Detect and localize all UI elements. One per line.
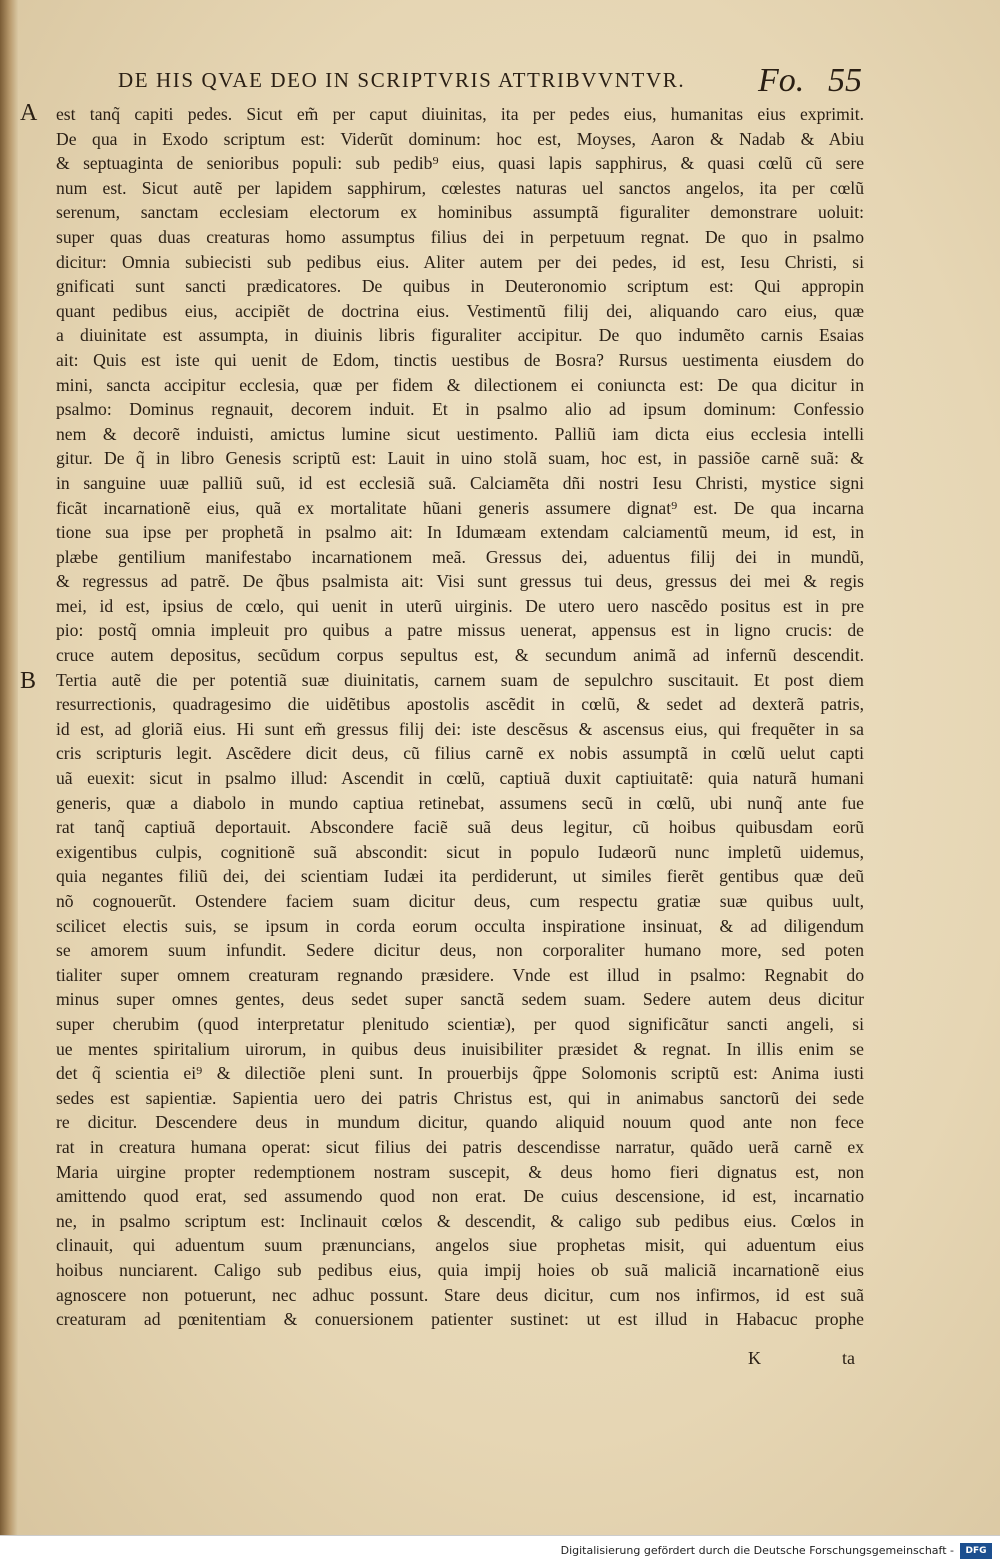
text-line: gnificati sunt sancti prædicatores. De quibus in Deuteronomio scriptum est: Qui appropin: [56, 276, 864, 297]
text-line: mini, sancta accipitur ecclesia, quæ per fidem & dilectionem ei coniuncta est: De qua dicitur in: [56, 374, 864, 395]
book-page: [18, 0, 1000, 1566]
book-spine: [0, 0, 18, 1566]
text-line: ait: Quis est iste qui uenit de Edom, tinctis uestibus de Bosra? Rursus uestimenta eiusdem do: [56, 349, 864, 370]
text-line: generis, quæ a diabolo in mundo captiua retinebat, assumens secũ in cœlũ, ubi nunq̃ ante fue: [56, 792, 864, 813]
catchword: ta: [842, 1348, 855, 1368]
text-line: det q̃ scientia ei⁹ & dilectiõe pleni sunt. In prouerbijs q̃ppe Solomonis scriptũ est: Anima iusti: [56, 1063, 864, 1084]
text-line: nõ cognouerũt. Ostendere faciem suam dicitur deus, cum respectu gratiæ suæ quibus uult,: [56, 891, 864, 911]
text-line: resurrectionis, quadragesimo die uidẽtibus apostolis ascẽdit in cœlũ, & sedet ad dexterã patris,: [56, 694, 864, 715]
text-line: uã euexit: sicut in psalmo illud: Ascendit in cœlũ, captiuã duxit captiuitatẽ: quia naturã humani: [56, 768, 864, 789]
text-line: & regressus ad patrẽ. De q̃bus psalmista ait: Visi sunt gressus tui deus, gressus dei mei & regis: [56, 571, 864, 592]
page-header: [118, 62, 878, 102]
text-line: re dicitur. Descendere deus in mundum dicitur, quando aliquid nouum quod ante non fece: [56, 1112, 864, 1133]
text-line: Maria uirgine propter redemptionem nostram suscepit, & deus homo fieri dignatus est, non: [56, 1161, 864, 1182]
text-line: amittendo quod erat, sed assumendo quod non erat. De cuius descensione, id est, incarnatio: [56, 1186, 864, 1207]
text-line: quant pedibus eius, accipiẽt de doctrina eius. Vestimentũ filij dei, aliquando caro eius, quæ: [56, 300, 864, 321]
text-line: De qua in Exodo scriptum est: Viderũt dominum: hoc est, Moyses, Aaron & Nadab & Abiu: [56, 128, 864, 149]
page-footer: [748, 1348, 868, 1372]
folio-label: Fo.: [758, 62, 805, 99]
text-line: plæbe gentilium manifestabo incarnationem meã. Gressus dei, aduentus filij dei in mundũ,: [56, 546, 864, 567]
text-line: in sanguine uuæ palliũ suũ, id est ecclesiã suã. Calciamẽta dñi nostri Iesu Christi, mystice signi: [56, 472, 864, 493]
text-line: cris scripturis legit. Ascẽdere dicit deus, cũ filius carnẽ ex nobis assumptã in cœlũ uelut capti: [56, 743, 864, 764]
text-line: nem & decorẽ induisti, amictus lumine sicut uestimento. Palliũ iam dicta eius ecclesia intelli: [56, 423, 864, 444]
margin-letter-a: A: [20, 100, 38, 126]
text-line: quia negantes filiũ dei, dei scientiam Iudæi ita perdiderunt, ut similes fierẽt gentibus quæ deũ: [56, 866, 864, 887]
text-line: rat in creatura humana operat: sicut filius dei patris descendisse narratur, quãdo uerã carnẽ ex: [56, 1136, 864, 1157]
text-line: psalmo: Dominus regnauit, decorem induit. Et in psalmo alio ad ipsum dominum: Confessio: [56, 399, 864, 420]
text-line: tione sua ipse per prophetã in psalmo ait: In Idumæam extendam calciamentũ meum, id est, in: [56, 522, 864, 543]
text-line: id est, ad gloriã eius. Hi sunt em̃ gressus filij dei: iste descẽsus & ascensus eius, qui frequẽter in sa: [56, 718, 864, 739]
text-line: serenum, sanctam ecclesiam electorum ex hominibus assumptã figuraliter demonstrare uoluit:: [56, 202, 864, 223]
text-line: se amorem suum infundit. Sedere dicitur deus, non corporaliter humano more, sed poten: [56, 940, 864, 961]
text-line: gitur. De q̃ in libro Genesis scriptũ est: Lauit in uino stolã suam, hoc est, in passiõe carnẽ suã: &: [56, 448, 864, 469]
folio-number: 55: [828, 62, 862, 99]
body-text: [56, 102, 864, 1332]
text-line: & septuaginta de senioribus populi: sub pedib⁹ eius, quasi lapis sapphirus, & quasi cœlũ cũ sere: [56, 153, 864, 174]
running-title: DE HIS QVAE DEO IN SCRIPTVRIS ATTRIBVVNTVR.: [118, 68, 686, 92]
text-line: tialiter super omnem creaturam regnando præsidere. Vnde est illud in psalmo: Regnabit do: [56, 964, 864, 985]
text-line: Tertia autẽ die per potentiã suæ diuinitatis, carnem suam de sepulchro suscitauit. Et post diem: [56, 669, 864, 690]
text-line: mei, id est, ipsius de cœlo, qui uenit in uterũ uirginis. De utero uero nascẽdo positus est in pre: [56, 595, 864, 616]
text-line: cruce autem depositus, secũdum corpus sepultus est, & secundum animã ad infernũ descendit.: [56, 645, 864, 666]
text-line: sedes est sapientiæ. Sapientia uero dei patris Christus est, qui in animabus sanctorũ dei sede: [56, 1087, 864, 1108]
margin-letter-b: B: [20, 668, 37, 694]
text-line: ficãt incarnationẽ eius, quã ex mortalitate hũani generis assumere dignat⁹ est. De qua incarna: [56, 497, 864, 518]
text-line: hoibus nunciarent. Caligo sub pedibus eius, quia impij hoies ob suã maliciã incarnationẽ eius: [56, 1259, 864, 1280]
dfg-footer-bar: [0, 1535, 1000, 1566]
text-line: dicitur: Omnia subiecisti sub pedibus eius. Aliter autem per dei pedes, id est, Iesu Christi, si: [56, 251, 864, 272]
text-line: rat tanq̃ captiuã deportauit. Abscondere faciẽ suã deus legitur, cũ hoibus quibusdam eorũ: [56, 817, 864, 838]
text-line: agnoscere non potuerunt, nec adhuc possunt. Stare deus dicitur, cum nos infirmos, id est suã: [56, 1284, 864, 1305]
text-line: pio: postq̃ omnia impleuit pro quibus a patre missus uenerat, appensus est in ligno crucis: de: [56, 620, 864, 641]
text-line: super quas duas creaturas homo assumptus filius dei in perpetuum regnat. De quo in psalmo: [56, 226, 864, 247]
dfg-credit-text: Digitalisierung gefördert durch die Deutsche Forschungsgemeinschaft -: [560, 1544, 954, 1557]
text-line: exigentibus culpis, cognitionẽ suã abscondit: sicut in populo Iudæorũ nunc impletũ uidemus,: [56, 841, 864, 862]
signature-mark: K: [748, 1348, 761, 1368]
text-line: minus super omnes gentes, deus sedet super sanctã sedem suam. Sedere autem deus dicitur: [56, 989, 864, 1010]
text-line: clinauit, qui aduentum suum prænuncians, angelos siue prophetas misit, qui aduentum eius: [56, 1235, 864, 1256]
text-line: a diuinitate est assumpta, in diuinis libris figuraliter accipitur. De quo indumẽto carnis Esaias: [56, 325, 864, 346]
text-line: scilicet electis suis, se ipsum in corda eorum occulta inspiratione insinuat, & ad diligendum: [56, 915, 864, 936]
text-line: ne, in psalmo scriptum est: Inclinauit cœlos & descendit, & caligo sub pedibus eius. Cœlos in: [56, 1210, 864, 1231]
text-line: creaturam ad pœnitentiam & conuersionem patienter sustinet: ut est illud in Habacuc prophe: [56, 1309, 864, 1330]
text-line: super cherubim (quod interpretatur plenitudo scientiæ), per quod significãtur sancti angeli, si: [56, 1013, 864, 1034]
text-line: num est. Sicut autẽ per lapidem sapphirum, cœlestes naturas uel sanctos angelos, ita per cœlũ: [56, 177, 864, 198]
text-line: ue mentes spiritalium uirorum, in quibus deus inuisibiliter præsidet & regnat. In illis enim se: [56, 1038, 864, 1059]
dfg-logo: DFG: [960, 1543, 992, 1559]
text-line: est tanq̃ capiti pedes. Sicut em̃ per caput diuinitas, ita per pedes eius, humanitas eius exprimit.: [56, 104, 864, 124]
